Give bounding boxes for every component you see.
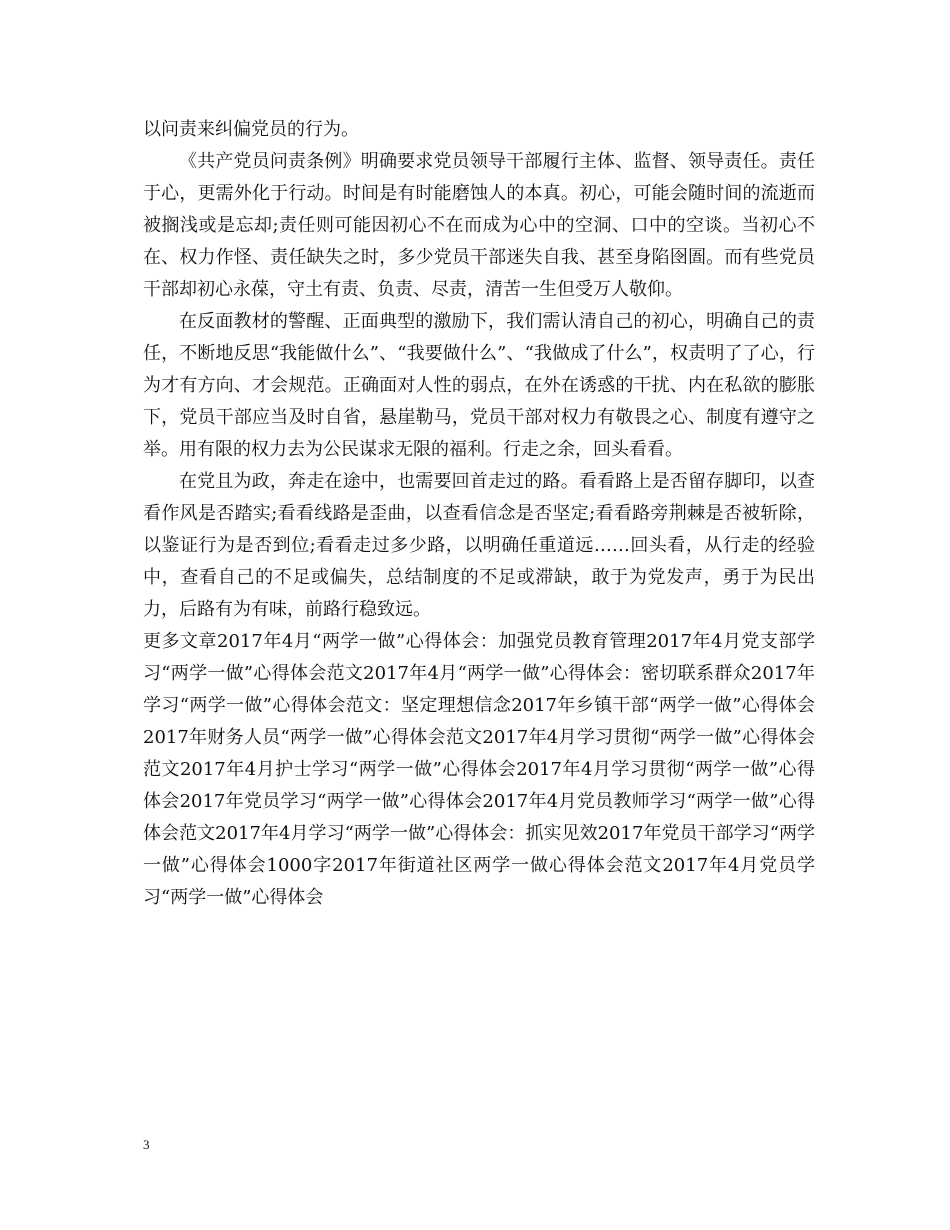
paragraph-look-back: 在党且为政，奔走在途中，也需要回首走过的路。看看路上是否留存脚印，以查看作风是否踏实;看看线路是歪曲，以查看信念是否坚定;看看路旁荆棘是否被斩除，以鉴证行为是否到位;看看走过多少路，以明确任重道远……回头看，从行走的经验中，查看自己的不足或偏失，总结制度的不足或滞缺，敢于为党发声，勇于为民出力，后路有为有味，前路行稳致远。 [143,471,815,620]
document-body [143,114,815,914]
more-articles-list: 更多文章2017年4月“两学一做”心得体会：加强党员教育管理2017年4月党支部学习“两学一做”心得体会范文2017年4月“两学一做”心得体会：密切联系群众2017年学习“两学一做”心得体会范文：坚定理想信念2017年乡镇干部“两学一做”心得体会2017年财务人员“两学一做”心得体会范文2017年4月学习贯彻“两学一做”心得体会范文2017年4月护士学习“两学一做”心得体会2017年4月学习贯彻“两学一做”心得体会2017年党员学习“两学一做”心得体会2017年4月党员教师学习“两学一做”心得体会范文2017年4月学习“两学一做”心得体会：抓实见效2017年党员干部学习“两学一做”心得体会1000字2017年街道社区两学一做心得体会范文2017年4月党员学习“两学一做”心得体会 [143,631,815,908]
paragraph-reflection: 在反面教材的警醒、正面典型的激励下，我们需认清自己的初心，明确自己的责任，不断地反思“我能做什么”、“我要做什么”、“我做成了什么”，权责明了了心，行为才有方向、才会规范。正确面对人性的弱点，在外在诱惑的干扰、内在私欲的膨胀下，党员干部应当及时自省，悬崖勒马，党员干部对权力有敬畏之心、制度有遵守之举。用有限的权力去为公民谋求无限的福利。行走之余，回头看看。 [143,311,815,460]
paragraph-accountability: 《共产党员问责条例》明确要求党员领导干部履行主体、监督、领导责任。责任于心，更需外化于行动。时间是有时能磨蚀人的本真。初心，可能会随时间的流逝而被搁浅或是忘却;责任则可能因初心不在而成为心中的空洞、口中的空谈。当初心不在、权力作怪、责任缺失之时，多少党员干部迷失自我、甚至身陷囹圄。而有些党员干部却初心永葆，守土有责、负责、尽责，清苦一生但受万人敬仰。 [143,151,815,300]
page-number: 3 [143,1137,150,1152]
paragraph-continuation: 以问责来纠偏党员的行为。 [143,119,359,140]
